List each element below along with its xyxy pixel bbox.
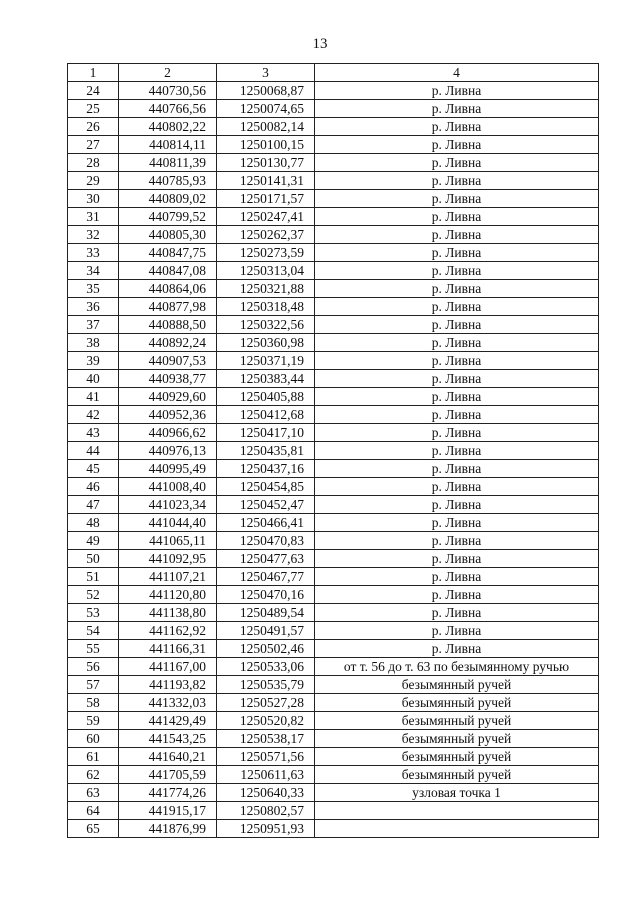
- x-coordinate-cell: 441044,40: [119, 514, 217, 532]
- y-coordinate-cell: 1250470,16: [217, 586, 315, 604]
- description-cell: р. Ливна: [315, 460, 599, 478]
- y-coordinate-cell: 1250951,93: [217, 820, 315, 838]
- table-row: [68, 730, 599, 748]
- table-row: [68, 802, 599, 820]
- x-coordinate-cell: 440976,13: [119, 442, 217, 460]
- y-coordinate-cell: 1250318,48: [217, 298, 315, 316]
- y-coordinate-cell: 1250141,31: [217, 172, 315, 190]
- description-cell: р. Ливна: [315, 568, 599, 586]
- y-coordinate-cell: 1250412,68: [217, 406, 315, 424]
- description-cell: р. Ливна: [315, 406, 599, 424]
- y-coordinate-cell: 1250527,28: [217, 694, 315, 712]
- x-coordinate-cell: 440799,52: [119, 208, 217, 226]
- point-number-cell: 30: [68, 190, 119, 208]
- x-coordinate-cell: 441023,34: [119, 496, 217, 514]
- coordinates-table: [67, 63, 599, 838]
- table-row: [68, 406, 599, 424]
- x-coordinate-cell: 440730,56: [119, 82, 217, 100]
- point-number-cell: 24: [68, 82, 119, 100]
- x-coordinate-cell: 441008,40: [119, 478, 217, 496]
- description-cell: безымянный ручей: [315, 694, 599, 712]
- point-number-cell: 62: [68, 766, 119, 784]
- x-coordinate-cell: 441120,80: [119, 586, 217, 604]
- x-coordinate-cell: 441332,03: [119, 694, 217, 712]
- point-number-cell: 57: [68, 676, 119, 694]
- point-number-cell: 54: [68, 622, 119, 640]
- description-cell: р. Ливна: [315, 388, 599, 406]
- table-row: [68, 676, 599, 694]
- point-number-cell: 29: [68, 172, 119, 190]
- x-coordinate-cell: 441092,95: [119, 550, 217, 568]
- table-row: [68, 640, 599, 658]
- table-row: [68, 154, 599, 172]
- x-coordinate-cell: 441162,92: [119, 622, 217, 640]
- table-row: [68, 460, 599, 478]
- x-coordinate-cell: 440938,77: [119, 370, 217, 388]
- point-number-cell: 49: [68, 532, 119, 550]
- table-row: [68, 370, 599, 388]
- point-number-cell: 27: [68, 136, 119, 154]
- point-number-cell: 40: [68, 370, 119, 388]
- x-coordinate-cell: 440785,93: [119, 172, 217, 190]
- point-number-cell: 59: [68, 712, 119, 730]
- point-number-cell: 31: [68, 208, 119, 226]
- table-row: [68, 424, 599, 442]
- y-coordinate-cell: 1250533,06: [217, 658, 315, 676]
- x-coordinate-cell: 440995,49: [119, 460, 217, 478]
- description-cell: р. Ливна: [315, 316, 599, 334]
- x-coordinate-cell: 441429,49: [119, 712, 217, 730]
- x-coordinate-cell: 441065,11: [119, 532, 217, 550]
- table-row: [68, 496, 599, 514]
- table-row: [68, 280, 599, 298]
- x-coordinate-cell: 441138,80: [119, 604, 217, 622]
- description-cell: р. Ливна: [315, 370, 599, 388]
- x-coordinate-cell: 441193,82: [119, 676, 217, 694]
- description-cell: безымянный ручей: [315, 730, 599, 748]
- y-coordinate-cell: 1250571,56: [217, 748, 315, 766]
- table-header: [68, 64, 599, 82]
- table-row: [68, 658, 599, 676]
- table-row: [68, 190, 599, 208]
- table-row: [68, 712, 599, 730]
- table-row: [68, 226, 599, 244]
- description-cell: от т. 56 до т. 63 по безымянному ручью: [315, 658, 599, 676]
- table-row: [68, 784, 599, 802]
- description-cell: р. Ливна: [315, 172, 599, 190]
- x-coordinate-cell: 441166,31: [119, 640, 217, 658]
- point-number-cell: 64: [68, 802, 119, 820]
- y-coordinate-cell: 1250611,63: [217, 766, 315, 784]
- table-row: [68, 100, 599, 118]
- table-row: [68, 262, 599, 280]
- y-coordinate-cell: 1250467,77: [217, 568, 315, 586]
- point-number-cell: 38: [68, 334, 119, 352]
- point-number-cell: 58: [68, 694, 119, 712]
- table-row: [68, 766, 599, 784]
- description-cell: безымянный ручей: [315, 712, 599, 730]
- point-number-cell: 35: [68, 280, 119, 298]
- x-coordinate-cell: 440952,36: [119, 406, 217, 424]
- point-number-cell: 33: [68, 244, 119, 262]
- y-coordinate-cell: 1250535,79: [217, 676, 315, 694]
- y-coordinate-cell: 1250322,56: [217, 316, 315, 334]
- description-cell: р. Ливна: [315, 100, 599, 118]
- x-coordinate-cell: 440809,02: [119, 190, 217, 208]
- y-coordinate-cell: 1250435,81: [217, 442, 315, 460]
- table-row: [68, 208, 599, 226]
- x-coordinate-cell: 440888,50: [119, 316, 217, 334]
- y-coordinate-cell: 1250454,85: [217, 478, 315, 496]
- y-coordinate-cell: 1250477,63: [217, 550, 315, 568]
- y-coordinate-cell: 1250360,98: [217, 334, 315, 352]
- table-body: [68, 82, 599, 838]
- description-cell: р. Ливна: [315, 154, 599, 172]
- y-coordinate-cell: 1250802,57: [217, 802, 315, 820]
- description-cell: р. Ливна: [315, 640, 599, 658]
- description-cell: р. Ливна: [315, 442, 599, 460]
- description-cell: р. Ливна: [315, 334, 599, 352]
- description-cell: безымянный ручей: [315, 748, 599, 766]
- point-number-cell: 52: [68, 586, 119, 604]
- header-cell-4: 4: [315, 64, 599, 82]
- table-row: [68, 532, 599, 550]
- point-number-cell: 51: [68, 568, 119, 586]
- description-cell: р. Ливна: [315, 244, 599, 262]
- y-coordinate-cell: 1250082,14: [217, 118, 315, 136]
- point-number-cell: 44: [68, 442, 119, 460]
- x-coordinate-cell: 440847,08: [119, 262, 217, 280]
- point-number-cell: 56: [68, 658, 119, 676]
- x-coordinate-cell: 441774,26: [119, 784, 217, 802]
- point-number-cell: 41: [68, 388, 119, 406]
- x-coordinate-cell: 440766,56: [119, 100, 217, 118]
- header-cell-2: 2: [119, 64, 217, 82]
- y-coordinate-cell: 1250068,87: [217, 82, 315, 100]
- point-number-cell: 34: [68, 262, 119, 280]
- description-cell: р. Ливна: [315, 550, 599, 568]
- point-number-cell: 65: [68, 820, 119, 838]
- table-row: [68, 820, 599, 838]
- y-coordinate-cell: 1250171,57: [217, 190, 315, 208]
- description-cell: р. Ливна: [315, 532, 599, 550]
- y-coordinate-cell: 1250489,54: [217, 604, 315, 622]
- description-cell: р. Ливна: [315, 424, 599, 442]
- description-cell: р. Ливна: [315, 136, 599, 154]
- y-coordinate-cell: 1250538,17: [217, 730, 315, 748]
- table-row: [68, 172, 599, 190]
- point-number-cell: 42: [68, 406, 119, 424]
- x-coordinate-cell: 440864,06: [119, 280, 217, 298]
- table-row: [68, 442, 599, 460]
- description-cell: узловая точка 1: [315, 784, 599, 802]
- point-number-cell: 39: [68, 352, 119, 370]
- table-row: [68, 388, 599, 406]
- y-coordinate-cell: 1250100,15: [217, 136, 315, 154]
- description-cell: р. Ливна: [315, 496, 599, 514]
- x-coordinate-cell: 440907,53: [119, 352, 217, 370]
- x-coordinate-cell: 440805,30: [119, 226, 217, 244]
- x-coordinate-cell: 440811,39: [119, 154, 217, 172]
- y-coordinate-cell: 1250247,41: [217, 208, 315, 226]
- x-coordinate-cell: 441543,25: [119, 730, 217, 748]
- y-coordinate-cell: 1250074,65: [217, 100, 315, 118]
- point-number-cell: 48: [68, 514, 119, 532]
- description-cell: р. Ливна: [315, 280, 599, 298]
- x-coordinate-cell: 440814,11: [119, 136, 217, 154]
- table-row: [68, 478, 599, 496]
- x-coordinate-cell: 441640,21: [119, 748, 217, 766]
- x-coordinate-cell: 440847,75: [119, 244, 217, 262]
- header-cell-1: 1: [68, 64, 119, 82]
- y-coordinate-cell: 1250383,44: [217, 370, 315, 388]
- table-row: [68, 118, 599, 136]
- point-number-cell: 45: [68, 460, 119, 478]
- description-cell: р. Ливна: [315, 82, 599, 100]
- header-row: [68, 64, 599, 82]
- point-number-cell: 61: [68, 748, 119, 766]
- point-number-cell: 53: [68, 604, 119, 622]
- point-number-cell: 28: [68, 154, 119, 172]
- y-coordinate-cell: 1250321,88: [217, 280, 315, 298]
- y-coordinate-cell: 1250417,10: [217, 424, 315, 442]
- x-coordinate-cell: 440877,98: [119, 298, 217, 316]
- table-row: [68, 316, 599, 334]
- y-coordinate-cell: 1250502,46: [217, 640, 315, 658]
- header-cell-3: 3: [217, 64, 315, 82]
- table-row: [68, 298, 599, 316]
- point-number-cell: 43: [68, 424, 119, 442]
- y-coordinate-cell: 1250313,04: [217, 262, 315, 280]
- y-coordinate-cell: 1250491,57: [217, 622, 315, 640]
- description-cell: р. Ливна: [315, 118, 599, 136]
- x-coordinate-cell: 441915,17: [119, 802, 217, 820]
- point-number-cell: 47: [68, 496, 119, 514]
- table-row: [68, 334, 599, 352]
- y-coordinate-cell: 1250466,41: [217, 514, 315, 532]
- point-number-cell: 55: [68, 640, 119, 658]
- table-row: [68, 568, 599, 586]
- description-cell: р. Ливна: [315, 190, 599, 208]
- table-row: [68, 244, 599, 262]
- table-row: [68, 136, 599, 154]
- x-coordinate-cell: 440892,24: [119, 334, 217, 352]
- table-row: [68, 514, 599, 532]
- y-coordinate-cell: 1250130,77: [217, 154, 315, 172]
- point-number-cell: 46: [68, 478, 119, 496]
- description-cell: [315, 802, 599, 820]
- table-row: [68, 748, 599, 766]
- point-number-cell: 25: [68, 100, 119, 118]
- point-number-cell: 32: [68, 226, 119, 244]
- y-coordinate-cell: 1250262,37: [217, 226, 315, 244]
- description-cell: р. Ливна: [315, 226, 599, 244]
- table-row: [68, 622, 599, 640]
- table-row: [68, 604, 599, 622]
- description-cell: безымянный ручей: [315, 676, 599, 694]
- y-coordinate-cell: 1250371,19: [217, 352, 315, 370]
- x-coordinate-cell: 441705,59: [119, 766, 217, 784]
- y-coordinate-cell: 1250520,82: [217, 712, 315, 730]
- y-coordinate-cell: 1250470,83: [217, 532, 315, 550]
- table-row: [68, 550, 599, 568]
- x-coordinate-cell: 440966,62: [119, 424, 217, 442]
- page-number: 13: [312, 36, 328, 52]
- description-cell: р. Ливна: [315, 352, 599, 370]
- y-coordinate-cell: 1250437,16: [217, 460, 315, 478]
- y-coordinate-cell: 1250640,33: [217, 784, 315, 802]
- point-number-cell: 60: [68, 730, 119, 748]
- y-coordinate-cell: 1250273,59: [217, 244, 315, 262]
- description-cell: р. Ливна: [315, 604, 599, 622]
- x-coordinate-cell: 441167,00: [119, 658, 217, 676]
- point-number-cell: 36: [68, 298, 119, 316]
- table-row: [68, 82, 599, 100]
- point-number-cell: 37: [68, 316, 119, 334]
- description-cell: [315, 820, 599, 838]
- y-coordinate-cell: 1250452,47: [217, 496, 315, 514]
- point-number-cell: 50: [68, 550, 119, 568]
- description-cell: безымянный ручей: [315, 766, 599, 784]
- point-number-cell: 26: [68, 118, 119, 136]
- x-coordinate-cell: 440802,22: [119, 118, 217, 136]
- y-coordinate-cell: 1250405,88: [217, 388, 315, 406]
- x-coordinate-cell: 441107,21: [119, 568, 217, 586]
- table-row: [68, 694, 599, 712]
- description-cell: р. Ливна: [315, 262, 599, 280]
- description-cell: р. Ливна: [315, 586, 599, 604]
- description-cell: р. Ливна: [315, 478, 599, 496]
- x-coordinate-cell: 441876,99: [119, 820, 217, 838]
- description-cell: р. Ливна: [315, 622, 599, 640]
- description-cell: р. Ливна: [315, 514, 599, 532]
- table-row: [68, 586, 599, 604]
- description-cell: р. Ливна: [315, 298, 599, 316]
- description-cell: р. Ливна: [315, 208, 599, 226]
- x-coordinate-cell: 440929,60: [119, 388, 217, 406]
- point-number-cell: 63: [68, 784, 119, 802]
- table-row: [68, 352, 599, 370]
